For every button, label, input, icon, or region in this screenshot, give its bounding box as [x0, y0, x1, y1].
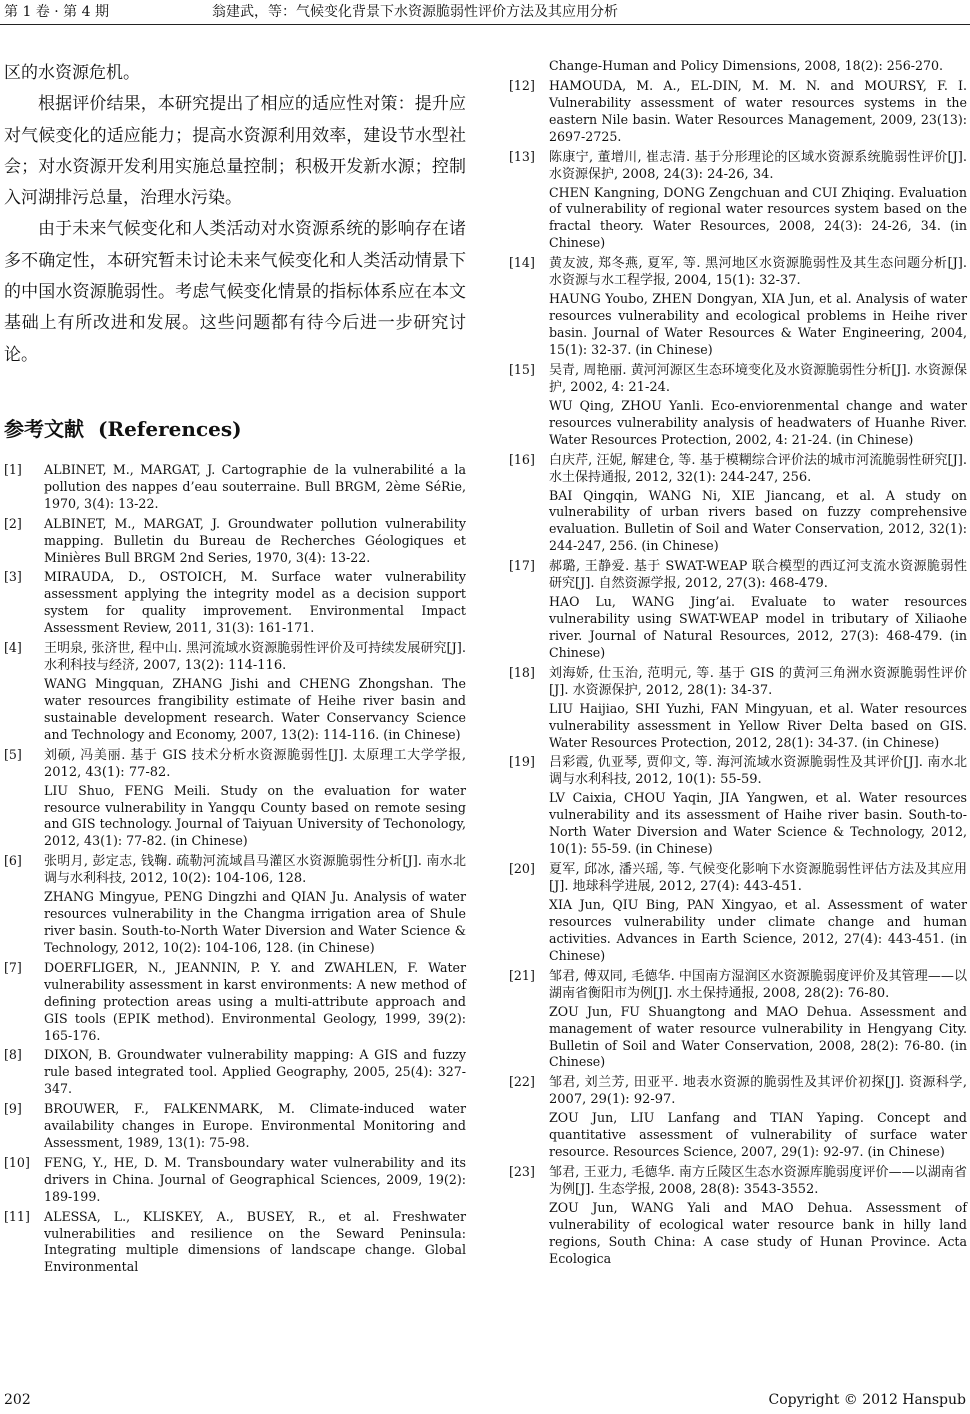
reference-text-zh: 邹君, 傅双同, 毛德华. 中国南方湿润区水资源脆弱度评价及其管理——以湖南省衡阳市为例[J]. 水土保持通报, 2008, 28(2): 76-80. — [549, 968, 967, 1001]
body-paragraph: 根据评价结果，本研究提出了相应的适应性对策：提升应对气候变化的适应能力；提高水资源利用效率，建设节水型社会；对水资源开发利用实施总量控制；积极开发新水源；控制入河湖排污总量，治理水污染。 — [4, 94, 466, 209]
reference-body — [44, 747, 466, 851]
reference-entry — [509, 558, 967, 662]
reference-entry — [4, 960, 466, 1045]
reference-body — [549, 1074, 967, 1161]
reference-entry — [4, 1101, 466, 1152]
reference-body — [549, 78, 967, 146]
reference-text-en: ZOU Jun, WANG Yali and MAO Dehua. Assessment of vulnerability of ecological water resource bank in hilly land regions, South China: A case study of Hunan Province. Acta Ecologica — [549, 1200, 967, 1266]
reference-number: [9] — [4, 1101, 22, 1117]
reference-entry — [509, 665, 967, 752]
reference-body — [549, 362, 967, 449]
reference-entry — [509, 754, 967, 858]
reference-text-en: HAUNG Youbo, ZHEN Dongyan, XIA Jun, et al. Analysis of water resources vulnerability and ecological problems in Heihe river basin. Journal of Water Resources & Water Engineering, 2004, 15(1): 32-37. (in Chinese) — [549, 291, 967, 357]
reference-text-en: DIXON, B. Groundwater vulnerability mapping: A GIS and fuzzy rule based integrated tool. Applied Geography, 2005, 25(4): 327-347. — [44, 1047, 466, 1097]
reference-text-en: LV Caixia, CHOU Yaqin, JIA Yangwen, et al. Water resources vulnerability and its assessment of Haihe river basin. South-to-North Water Diversion and Water Science & Technology, 2012, 10(1): 55-59. (in Chinese) — [549, 790, 967, 857]
page-number: 202 — [4, 1392, 31, 1408]
reference-body — [549, 1164, 967, 1268]
reference-body — [549, 754, 967, 858]
reference-text-en: HAO Lu, WANG Jing’ai. Evaluate to water resources vulnerability using SWAT-WEAP model in tributary of Xiliaohe river. Journal of Natural Resources, 2012, 27(3): 468-479. (in Chinese) — [549, 594, 967, 660]
reference-entry — [509, 149, 967, 253]
reference-number: [10] — [4, 1154, 30, 1170]
reference-body — [549, 452, 967, 556]
reference-entry — [4, 853, 466, 957]
body-paragraph: 区的水资源危机。 — [4, 63, 140, 83]
reference-text-en: BROUWER, F., FALKENMARK, M. Climate-induced water availability changes in Europe. Environmental Monitoring and Assessment, 1989, 13(1): 75-98. — [44, 1101, 466, 1150]
reference-body — [549, 149, 967, 253]
reference-number: [15] — [509, 361, 535, 377]
reference-text-en: WANG Mingquan, ZHANG Jishi and CHENG Zhongshan. The water resources frangibility estimate of Heihe river basin and sustainable development research. Water Conservancy Science and Technology and Economy, 2007, 13(2): 114-116. (in Chinese) — [44, 676, 466, 742]
reference-number: [4] — [4, 640, 22, 656]
reference-body — [44, 1155, 466, 1206]
reference-text-en: XIA Jun, QIU Bing, PAN Xingyao, et al. Assessment of water resources vulnerability under climate change and human activities. Advances in Earth Science, 2012, 27(4): 443-451. (in Chinese) — [549, 897, 967, 963]
reference-body — [44, 569, 466, 637]
reference-text-zh: 邹君, 王亚力, 毛德华. 南方丘陵区生态水资源库脆弱度评价——以湖南省为例[J]. 生态学报, 2008, 28(8): 3543-3552. — [549, 1165, 967, 1198]
reference-number: [2] — [4, 515, 22, 531]
copyright: Copyright © 2012 Hanspub — [768, 1392, 966, 1408]
reference-body — [549, 968, 967, 1072]
reference-text-en: HAMOUDA, M. A., EL-DIN, M. M. N. and MOURSY, F. I. Vulnerability assessment of water resources systems in the eastern Nile basin. Water Resources Management, 2009, 23(13): 2697-2725. — [549, 77, 967, 144]
reference-text: Change-Human and Policy Dimensions, 2008, 18(2): 256-270. — [549, 58, 944, 73]
reference-body — [44, 1209, 466, 1277]
reference-number: [3] — [4, 569, 22, 585]
reference-body — [44, 462, 466, 513]
reference-number: [22] — [509, 1074, 535, 1090]
reference-text-en: WU Qing, ZHOU Yanli. Eco-enviorenmental change and water resources vulnerability analysis of headwaters of Huanhe River. Water Resources Protection, 2002, 4: 21-24. (in Chinese) — [549, 397, 967, 447]
reference-entry — [509, 1164, 967, 1268]
running-header — [0, 0, 970, 25]
reference-text-zh: 张明月, 彭定志, 钱鞠. 疏勒河流域昌马灌区水资源脆弱性分析[J]. 南水北调与水利科技, 2012, 10(2): 104-106, 128. — [44, 854, 466, 887]
reference-body — [44, 960, 466, 1045]
reference-entry — [509, 452, 967, 556]
reference-number: [21] — [509, 967, 535, 983]
reference-number: [20] — [509, 861, 535, 877]
reference-number: [11] — [4, 1208, 30, 1224]
reference-text-en: ALBINET, M., MARGAT, J. Cartographie de la vulnerabilité a la pollution des nappes d’eau souterraine. Bull BRGM, 2ème SéRie, 1970, 3(4): 13-22. — [44, 461, 466, 511]
reference-text-zh: 黄友波, 郑冬燕, 夏军, 等. 黑河地区水资源脆弱性及其生态问题分析[J]. 水资源与水工程学报, 2004, 15(1): 32-37. — [549, 256, 967, 289]
reference-number: [13] — [509, 148, 535, 164]
reference-body — [549, 665, 967, 752]
left-column — [4, 58, 466, 1279]
reference-text-zh: 郝璐, 王静爱. 基于 SWAT-WEAP 联合模型的西辽河支流水资源脆弱性研究[J]. 自然资源学报, 2012, 27(3): 468-479. — [549, 559, 967, 592]
reference-entry — [509, 362, 967, 449]
reference-text-en: LIU Haijiao, SHI Yuzhi, FAN Mingyuan, et al. Water resources vulnerability assessment in Yellow River Delta based on GIS. Water Resources Protection, 2012, 28(1): 34-37. (in Chinese) — [549, 700, 967, 750]
reference-number: [14] — [509, 255, 535, 271]
reference-body — [44, 1047, 466, 1098]
reference-body — [44, 853, 466, 957]
reference-entry — [4, 569, 466, 637]
reference-text-en: DOERFLIGER, N., JEANNIN, P. Y. and ZWAHLEN, F. Water vulnerability assessment in karst environments: A new method of defining protection areas using a multi-attribute approach and GIS tools (EPIK method). Environmental Geology, 1999, 39(2): 165-176. — [44, 959, 466, 1043]
reference-entry — [4, 1047, 466, 1098]
reference-number: [1] — [4, 461, 22, 477]
reference-number: [19] — [509, 754, 535, 770]
reference-entry — [4, 1209, 466, 1277]
reference-text-en: ALESSA, L., KLISKEY, A., BUSEY, R., et al. Freshwater vulnerabilities and resilience on the Seward Peninsula: Integrating multiple dimensions of landscape change. Global Environmental — [44, 1208, 466, 1275]
right-column — [509, 58, 967, 1271]
references-heading — [4, 413, 466, 442]
volume-issue: 第 1 卷 · 第 4 期 — [4, 4, 109, 20]
references-heading-en: (References) — [98, 416, 242, 441]
reference-number: [16] — [509, 451, 535, 467]
reference-text-zh: 白庆芹, 汪妮, 解建仓, 等. 基于模糊综合评价法的城市河流脆弱性研究[J]. 水土保持通报, 2012, 32(1): 244-247, 256. — [549, 452, 967, 485]
reference-body — [44, 640, 466, 744]
reference-text-zh: 陈康宁, 董增川, 崔志清. 基于分形理论的区域水资源系统脆弱性评价[J]. 水资源保护, 2008, 24(3): 24-26, 34. — [549, 149, 967, 182]
reference-number: [12] — [509, 77, 535, 93]
reference-number: [18] — [509, 664, 535, 680]
reference-body — [44, 516, 466, 567]
reference-text-en: ALBINET, M., MARGAT, J. Groundwater pollution vulnerability mapping. Bulletin du Bureau de Recherches Géologiques et Minières Bull BRGM 2nd Series, 1970, 3(4): 13-22. — [44, 515, 466, 565]
references-heading-zh: 参考文献 — [4, 416, 84, 441]
reference-text-zh: 刘海娇, 仕玉治, 范明元, 等. 基于 GIS 的黄河三角洲水资源脆弱性评价[J]. 水资源保护, 2012, 28(1): 34-37. — [549, 665, 967, 698]
reference-number: [5] — [4, 746, 22, 762]
reference-entry — [4, 462, 466, 513]
reference-entry — [4, 640, 466, 744]
reference-number: [23] — [509, 1164, 535, 1180]
reference-number: [7] — [4, 959, 22, 975]
reference-number: [6] — [4, 853, 22, 869]
reference-text-zh: 吕彩霞, 仇亚琴, 贾仰文, 等. 海河流域水资源脆弱性及其评价[J]. 南水北调与水利科技, 2012, 10(1): 55-59. — [549, 755, 967, 788]
reference-entry — [509, 78, 967, 146]
reference-entry — [509, 1074, 967, 1161]
body-paragraph: 由于未来气候变化和人类活动对水资源系统的影响存在诸多不确定性，本研究暂未讨论未来气候变化和人类活动情景下的中国水资源脆弱性。考虑气候变化情景的指标体系应在本文基础上有所改进和发展。这些问题都有待今后进一步研究讨论。 — [4, 219, 466, 365]
reference-body — [44, 1101, 466, 1152]
reference-entry — [4, 516, 466, 567]
reference-text-en: CHEN Kangning, DONG Zengchuan and CUI Zhiqing. Evaluation of vulnerability of regional water resources system based on the fractal theory. Water Resources, 2008, 24(3): 24-26, 34. (in Chinese) — [549, 184, 967, 251]
reference-number: [17] — [509, 558, 535, 574]
reference-number: [8] — [4, 1047, 22, 1063]
reference-entry — [509, 255, 967, 359]
reference-text-zh: 邹君, 刘兰芳, 田亚平. 地表水资源的脆弱性及其评价初探[J]. 资源科学, 2007, 29(1): 92-97. — [549, 1075, 967, 1108]
reference-text-en: ZOU Jun, LIU Lanfang and TIAN Yaping. Concept and quantitative assessment of vulnerability of surface water resource. Resources Science, 2007, 29(1): 92-97. (in Chinese) — [549, 1110, 967, 1160]
reference-continuation — [509, 58, 967, 75]
running-title: 翁建武，等：气候变化背景下水资源脆弱性评价方法及其应用分析 — [212, 4, 618, 20]
reference-text-en: FENG, Y., HE, D. M. Transboundary water vulnerability and its drivers in China. Journal of Geographical Sciences, 2009, 19(2): 189-199. — [44, 1154, 466, 1204]
reference-text-en: ZHANG Mingyue, PENG Dingzhi and QIAN Ju. Analysis of water resources vulnerability in the Changma irrigation area of Shule river basin. South-to-North Water Diversion and Water Science & Technology, 2012, 10(2): 104-106, 128. (in Chinese) — [44, 889, 466, 955]
reference-text-zh: 吴青, 周艳丽. 黄河河源区生态环境变化及水资源脆弱性分析[J]. 水资源保护, 2002, 4: 21-24. — [549, 362, 967, 395]
reference-entry — [4, 747, 466, 851]
reference-text-en: ZOU Jun, FU Shuangtong and MAO Dehua. Assessment and management of water resource vulnerability in Hengyang City. Bulletin of Soil and Water Conservation, 2008, 28(2): 76-80. (in Chinese) — [549, 1003, 967, 1070]
reference-entry — [509, 968, 967, 1072]
reference-text-en: BAI Qingqin, WANG Ni, XIE Jiancang, et al. A study on vulnerability of urban rivers based on fuzzy comprehensive evaluation. Bulletin of Soil and Water Conservation, 2012, 32(1): 244-247, 256. (in Chinese) — [549, 487, 967, 554]
reference-text-en: LIU Shuo, FENG Meili. Study on the evaluation for water resource vulnerability in Yangqu County based on remote sesing and GIS technology. Journal of Taiyuan University of Techonology, 2012, 43(1): 77-82. (in Chinese) — [44, 782, 466, 849]
reference-entry — [509, 861, 967, 965]
reference-entry — [4, 1155, 466, 1206]
reference-body — [549, 255, 967, 359]
reference-body — [549, 861, 967, 965]
reference-text-zh: 夏军, 邱冰, 潘兴瑶, 等. 气候变化影响下水资源脆弱性评估方法及其应用[J]. 地球科学进展, 2012, 27(4): 443-451. — [549, 862, 967, 895]
reference-text-zh: 刘硕, 冯美丽. 基于 GIS 技术分析水资源脆弱性[J]. 太原理工大学学报, 2012, 43(1): 77-82. — [44, 747, 466, 780]
reference-list-right — [509, 78, 967, 1268]
reference-list-left — [4, 462, 466, 1276]
reference-text-zh: 王明泉, 张济世, 程中山. 黑河流域水资源脆弱性评价及可持续发展研究[J]. 水利科技与经济, 2007, 13(2): 114-116. — [44, 641, 466, 674]
reference-body — [549, 558, 967, 662]
reference-text-en: MIRAUDA, D., OSTOICH, M. Surface water vulnerability assessment applying the integrity model as a decision support system for quality improvement. Environmental Impact Assessment Review, 2011, 31(3): 161-171. — [44, 569, 466, 636]
